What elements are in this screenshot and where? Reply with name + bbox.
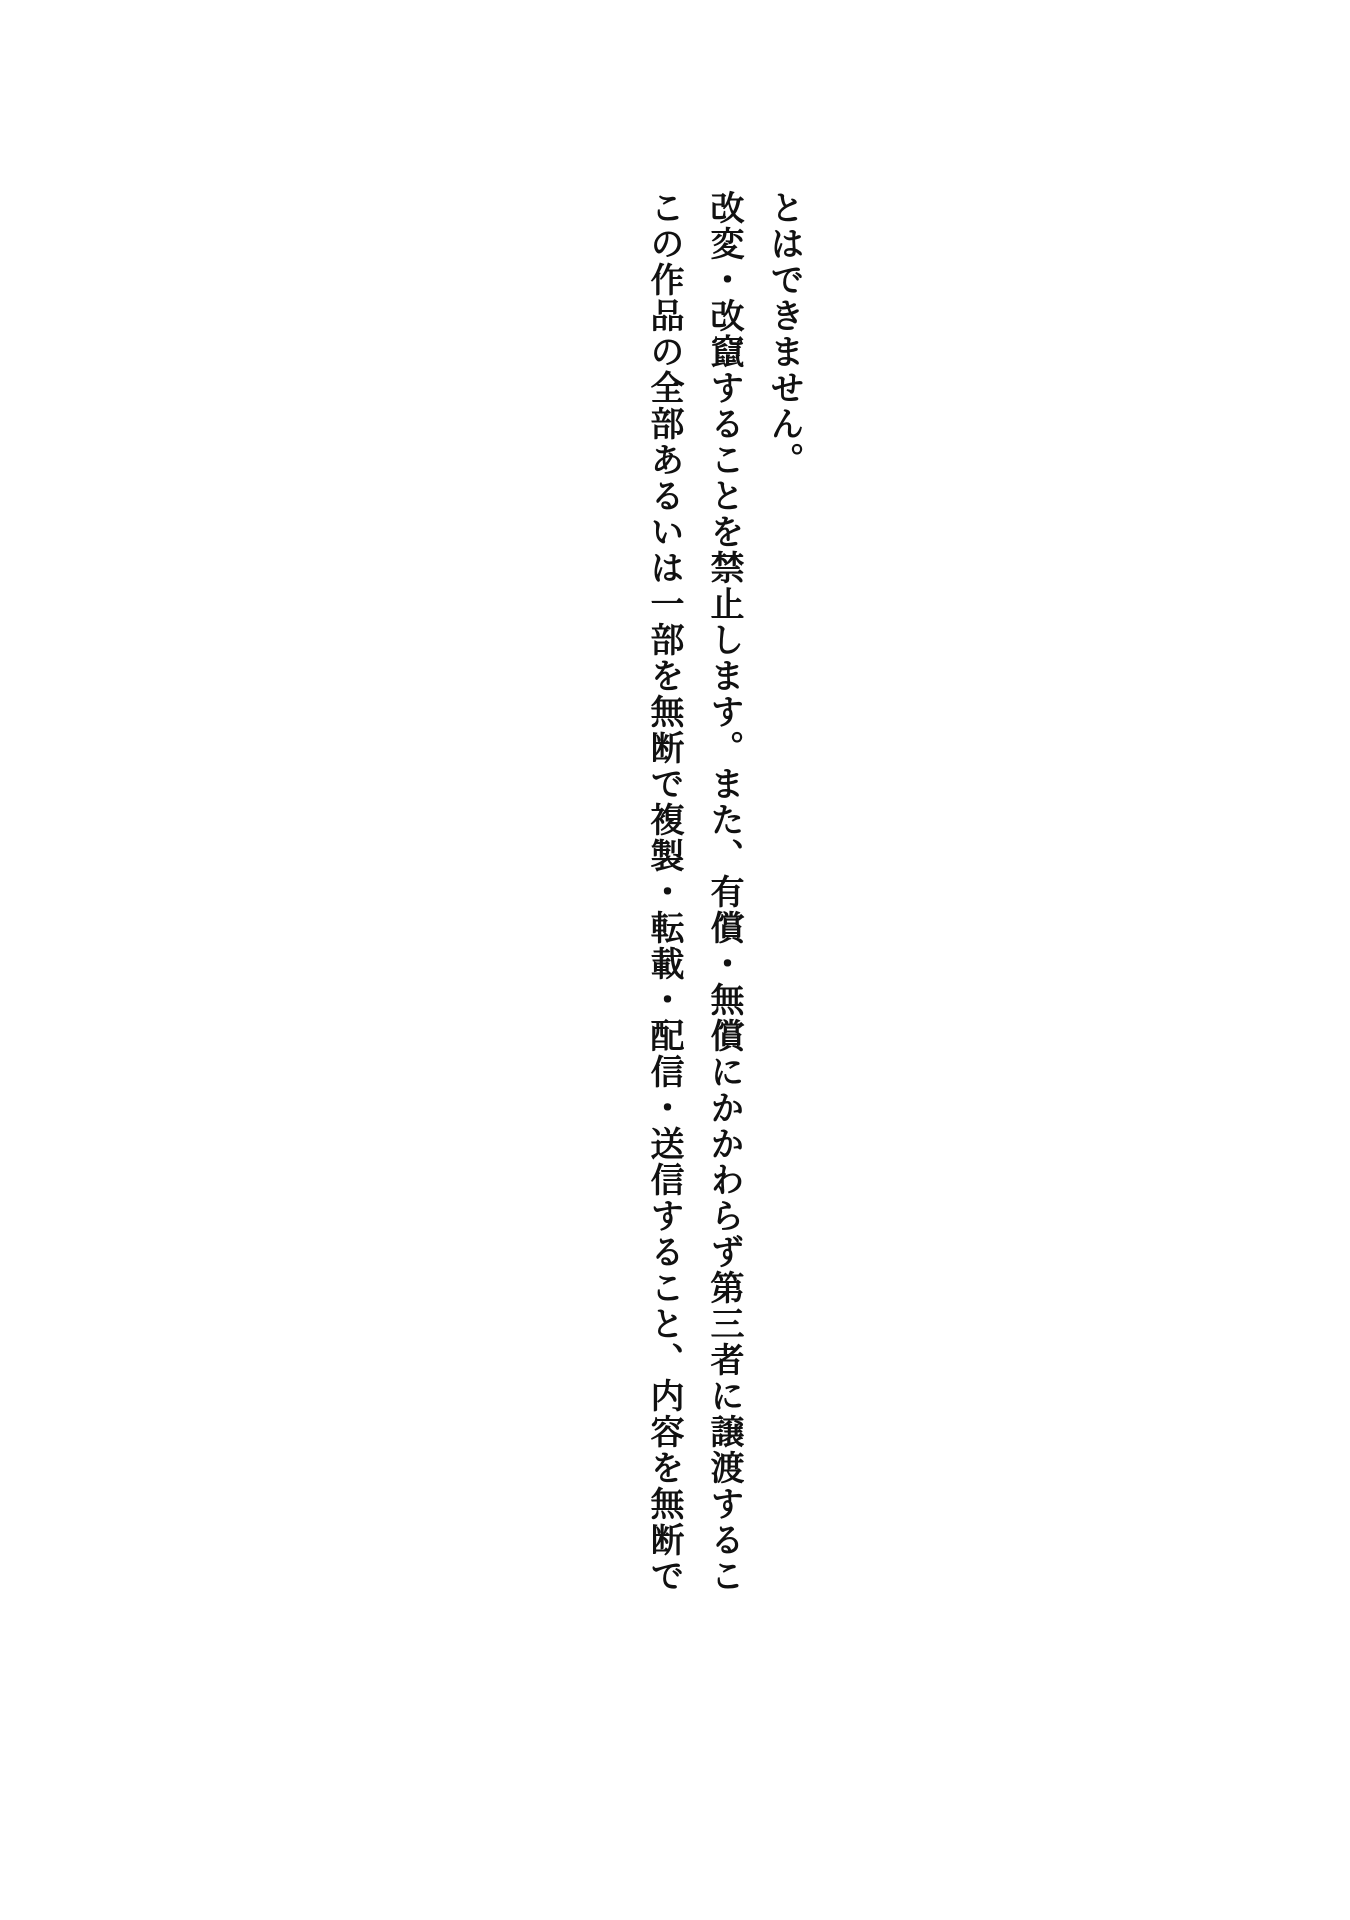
copyright-notice xyxy=(645,190,802,1594)
notice-line-2: 改変・改竄することを禁止します。また、有償・無償にかかわらず第三者に譲渡するこ xyxy=(705,190,742,1594)
notice-line-1: この作品の全部あるいは一部を無断で複製・転載・配信・送信すること、内容を無断で xyxy=(645,190,682,1594)
notice-line-3: とはできません。 xyxy=(765,190,802,478)
